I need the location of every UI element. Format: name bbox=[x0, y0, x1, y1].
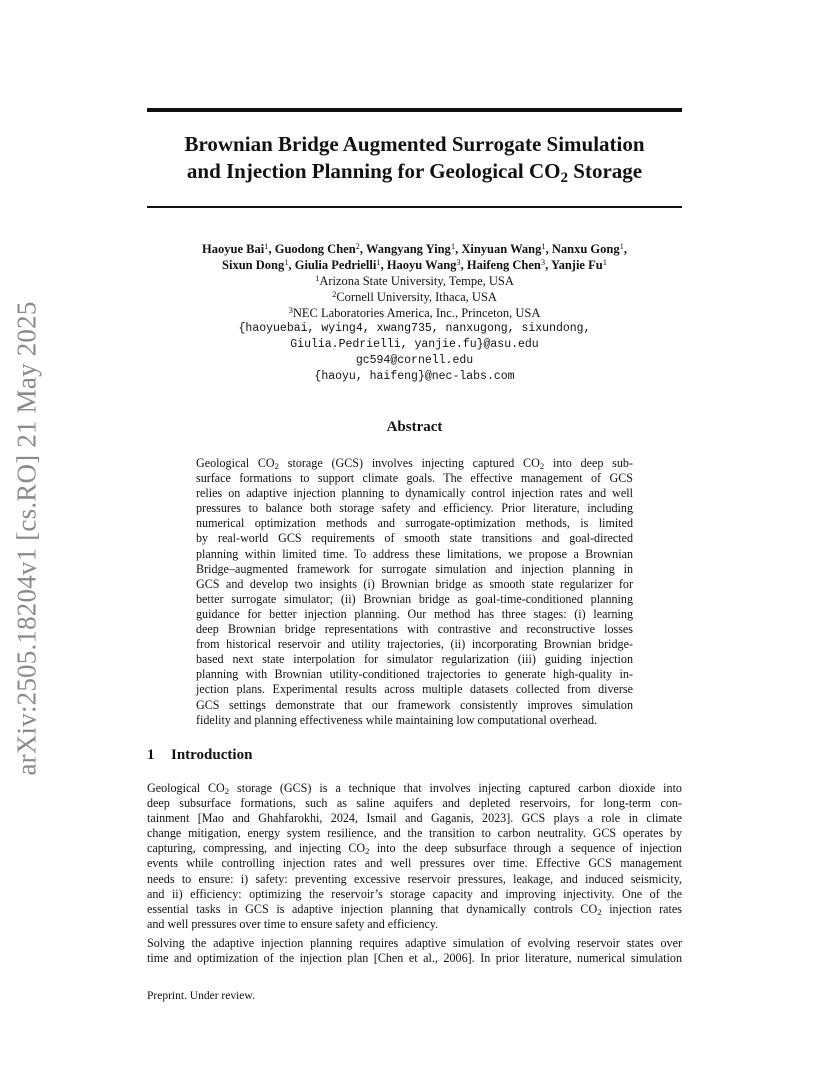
co2-subscript: 2 bbox=[560, 169, 569, 186]
title-line-2 bbox=[130, 158, 699, 185]
abstract-line: surface formations to support climate goals. The effective management of GCS bbox=[196, 471, 633, 486]
author-affiliation-mark: 1 bbox=[619, 241, 624, 252]
author-separator: , bbox=[268, 242, 275, 256]
intro-paragraph-1 bbox=[147, 781, 682, 932]
abstract-line: numerical optimization methods and surrogate-optimization methods, is limited bbox=[196, 516, 633, 531]
author-affiliation-mark: 1 bbox=[602, 257, 607, 268]
author-line-1 bbox=[110, 241, 719, 257]
author-affiliation-mark: 3 bbox=[540, 257, 546, 268]
author-affiliation-mark: 1 bbox=[376, 257, 381, 268]
author-name: Wangyang Ying bbox=[365, 242, 451, 256]
affiliation-number: 1 bbox=[315, 273, 320, 284]
subscript: 2 bbox=[274, 461, 279, 472]
affiliation-3 bbox=[110, 305, 719, 321]
title-top-rule bbox=[147, 108, 682, 112]
affiliation-number: 2 bbox=[332, 289, 337, 300]
abstract-line: fidelity and planning effectiveness while maintaining low computational overhead. bbox=[196, 712, 598, 727]
abstract-line: Geological $CO_2$ storage (GCS) involves injecting captured $CO_2$ into deep sub- bbox=[196, 456, 634, 472]
paragraph-line: Solving the adaptive injection planning requires adaptive simulation of evolving reservoir states over bbox=[147, 936, 682, 950]
paragraph-line: time and optimization of the injection plan [Chen et al., 2006]. In prior literature, numerical simulation bbox=[147, 951, 682, 966]
abstract-line: Bridge–augmented framework for surrogate simulation and injection planning in bbox=[196, 561, 633, 576]
affiliation-1 bbox=[110, 273, 719, 289]
affiliation-text: NEC Laboratories America, Inc., Princeton, USA bbox=[292, 306, 541, 320]
author-line-2 bbox=[110, 257, 719, 273]
author-separator: , bbox=[380, 258, 387, 272]
abstract-line: based next state interpolation for simulator regularization (iii) guiding injection bbox=[196, 652, 633, 667]
abstract-line: GCS and develop two insights (i) Brownian bridge as smooth state regularizer for bbox=[196, 576, 633, 591]
paragraph-line: deep subsurface formations, such as saline aquifers and depleted reservoirs, for long-term con- bbox=[147, 796, 682, 811]
abstract-line: jection plans. Experimental results across multiple datasets collected from diverse bbox=[196, 682, 633, 697]
author-affiliation-mark: 1 bbox=[450, 241, 456, 252]
email-line-2: Giulia.Pedrielli, yanjie.fu}@asu.edu bbox=[290, 338, 539, 351]
author-block bbox=[110, 241, 719, 385]
arxiv-identifier: arXiv:2505.18204v1 [cs.RO] 21 May 2025 bbox=[11, 300, 42, 776]
paragraph-line: Geological $CO_2$ storage (GCS) is a technique that involves injecting captured carbon dioxide into bbox=[147, 781, 682, 797]
author-affiliation-mark: 1 bbox=[264, 241, 269, 252]
email-line-1: {haoyuebai, wying4, xwang735, nanxugong, sixundong, bbox=[238, 322, 591, 335]
author-separator: , bbox=[455, 242, 462, 256]
abstract-line: relies on adaptive injection planning to dynamically control injection rates and well bbox=[196, 486, 633, 501]
paper-title bbox=[130, 131, 699, 185]
author-separator: , bbox=[288, 258, 295, 272]
affiliation-number: 3 bbox=[288, 305, 293, 316]
paragraph-line: tainment [Mao and Ghahfarokhi, 2024, Ismail and Gaganis, 2023]. GCS plays a role in climate bbox=[147, 811, 682, 826]
author-name: Haoyu Wang bbox=[386, 258, 457, 272]
abstract-heading: Abstract bbox=[386, 419, 443, 435]
author-name: Guodong Chen bbox=[274, 242, 356, 256]
abstract-line: deep Brownian bridge representations with contrastive and reconstructive losses bbox=[196, 622, 633, 637]
title-line-2-tail: Storage bbox=[568, 159, 643, 183]
section-number: 1 bbox=[147, 747, 155, 763]
intro-paragraph-2 bbox=[147, 936, 682, 966]
subscript: 2 bbox=[539, 461, 545, 472]
subscript: 2 bbox=[365, 846, 370, 857]
author-separator: , bbox=[460, 258, 467, 272]
affiliation-text: Arizona State University, Tempe, USA bbox=[319, 274, 514, 288]
author-name: Xinyuan Wang bbox=[461, 242, 542, 256]
subscript: 2 bbox=[224, 786, 230, 797]
author-separator: , bbox=[545, 258, 551, 272]
email-line-3: gc594@cornell.edu bbox=[355, 354, 474, 367]
abstract-line: planning with Brownian utility-conditioned trajectories to generate high-quality in- bbox=[196, 667, 633, 682]
title-line-2-text: and Injection Planning for Geological CO bbox=[186, 159, 561, 183]
author-separator: , bbox=[545, 242, 552, 256]
arxiv-stamp bbox=[7, 297, 47, 779]
abstract-line: GCS settings demonstrate that our framework consistently improves simulation bbox=[196, 697, 633, 712]
abstract-body bbox=[196, 456, 633, 728]
author-affiliation-mark: 2 bbox=[355, 241, 360, 252]
abstract-line: by real-world GCS requirements of smooth state transitions and goal-directed bbox=[196, 531, 633, 546]
author-name: Sixun Dong bbox=[222, 258, 285, 272]
paragraph-line: and ii) efficiency: optimizing the reservoir’s storage capacity and improving injectivity. One of the bbox=[147, 886, 682, 901]
affiliation-text: Cornell University, Ithaca, USA bbox=[336, 290, 497, 304]
author-name: Giulia Pedrielli bbox=[294, 258, 377, 272]
author-affiliation-mark: 1 bbox=[284, 257, 289, 268]
author-separator: , bbox=[359, 242, 366, 256]
footer-note: Preprint. Under review. bbox=[147, 990, 255, 1002]
author-name: Yanjie Fu bbox=[550, 258, 603, 272]
abstract-line: guidance for better injection planning. Our method has three stages: (i) learning bbox=[196, 606, 633, 621]
paragraph-line: change mitigation, energy system resilience, and the transition to carbon neutrality. GCS operates by bbox=[147, 826, 682, 841]
affiliation-2 bbox=[110, 289, 719, 305]
author-affiliation-mark: 3 bbox=[456, 257, 461, 268]
title-line-1: Brownian Bridge Augmented Surrogate Simulation bbox=[184, 132, 645, 156]
author-name: Haifeng Chen bbox=[466, 258, 541, 272]
author-name: Haoyue Bai bbox=[202, 242, 265, 256]
author-separator: , bbox=[623, 242, 627, 256]
section-heading-introduction bbox=[147, 747, 252, 764]
paragraph-line: and well pressures over time to ensure safety and efficiency. bbox=[147, 916, 439, 931]
author-name: Nanxu Gong bbox=[551, 242, 620, 256]
paragraph-line: capturing, compressing, and injecting $CO_2$ into the deep subsurface through a sequence of injection bbox=[147, 841, 682, 857]
abstract-line: from historical reservoir and utility trajectories, (ii) incorporating Brownian bridge- bbox=[196, 637, 633, 652]
email-line-4: {haoyu, haifeng}@nec-labs.com bbox=[314, 370, 515, 383]
abstract-line: planning within limited time. To address these limitations, we propose a Brownian bbox=[196, 546, 633, 561]
subscript: 2 bbox=[597, 906, 602, 917]
paragraph-line: needs to ensure: i) safety: preventing excessive reservoir pressures, leakage, and induced seismicity, bbox=[147, 871, 682, 886]
abstract-line: pressures to balance both storage safety and efficiency. Prior literature, including bbox=[196, 501, 633, 516]
author-affiliation-mark: 1 bbox=[541, 241, 546, 252]
title-bottom-rule bbox=[147, 206, 682, 208]
section-title: Introduction bbox=[171, 747, 253, 763]
abstract-line: better surrogate simulator; (ii) Brownian bridge as goal-time-conditioned planning bbox=[196, 591, 633, 606]
paragraph-line: essential tasks in GCS is adaptive injection planning that dynamically controls $CO_2$ injection rates bbox=[147, 901, 682, 917]
paragraph-line: events while controlling injection rates and well pressures over time. Effective GCS management bbox=[147, 856, 682, 871]
